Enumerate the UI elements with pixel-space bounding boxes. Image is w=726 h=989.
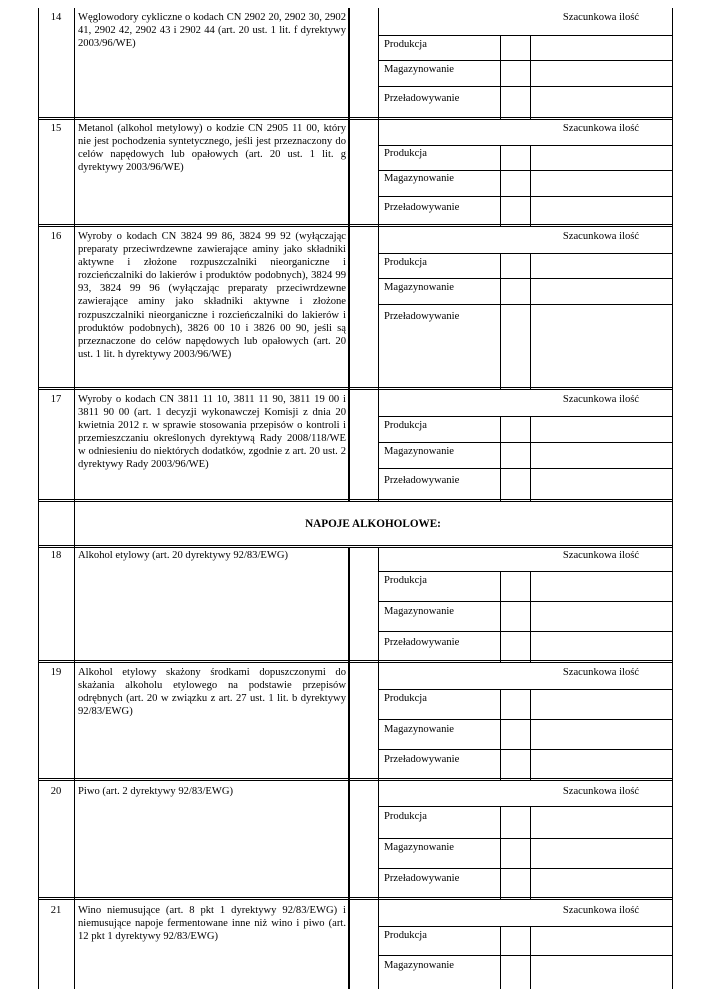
transshipment-label: Przeładowywanie	[384, 754, 460, 765]
section-header: NAPOJE ALKOHOLOWE:	[305, 518, 441, 530]
row-number: 20	[50, 786, 62, 797]
row-description: Alkohol etylowy skażony środkami dopuszczonymi do skażania alkoholu etylowego na podstawie przepisów odrębnych (art. 20 w związku z art. 27 ust. 1 lit. b dyrektywy 92/83/EWG)	[78, 667, 346, 718]
production-label: Produkcja	[384, 148, 427, 159]
transshipment-label: Przeładowywanie	[384, 311, 460, 322]
estimate-label: Szacunkowa ilość	[562, 123, 640, 134]
estimate-label: Szacunkowa ilość	[562, 786, 640, 797]
transshipment-label: Przeładowywanie	[384, 93, 460, 104]
storage-label: Magazynowanie	[384, 842, 455, 853]
production-label: Produkcja	[384, 811, 427, 822]
transshipment-label: Przeładowywanie	[384, 202, 460, 213]
storage-label: Magazynowanie	[384, 606, 455, 617]
row-number: 18	[50, 550, 62, 561]
transshipment-label: Przeładowywanie	[384, 637, 460, 648]
production-label: Produkcja	[384, 693, 427, 704]
row-number: 14	[50, 12, 62, 23]
production-label: Produkcja	[384, 575, 427, 586]
estimate-label: Szacunkowa ilość	[562, 231, 640, 242]
storage-label: Magazynowanie	[384, 64, 455, 75]
production-label: Produkcja	[384, 257, 427, 268]
row-description: Piwo (art. 2 dyrektywy 92/83/EWG)	[78, 786, 234, 797]
storage-label: Magazynowanie	[384, 282, 455, 293]
row-description: Alkohol etylowy (art. 20 dyrektywy 92/83/EWG)	[78, 550, 289, 561]
estimate-label: Szacunkowa ilość	[562, 550, 640, 561]
row-description: Węglowodory cykliczne o kodach CN 2902 20, 2902 30, 2902 41, 2902 42, 2902 43 i 2902 44 (art. 20 ust. 1 lit. f dyrektywy 2003/96/WE)	[78, 12, 346, 50]
transshipment-label: Przeładowywanie	[384, 873, 460, 884]
storage-label: Magazynowanie	[384, 960, 455, 971]
production-label: Produkcja	[384, 930, 427, 941]
row-description: Wyroby o kodach CN 3811 11 10, 3811 11 90, 3811 19 00 i 3811 90 00 (art. 1 decyzji wykonawczej Komisji z dnia 20 kwietnia 2012 r. w sprawie stosowania przepisów o kontroli i przemieszczaniu określonych dyrektywą Rady 2008/118/WE w odniesieniu do niektórych dodatków, zgodnie z art. 20 ust. 2 dyrektywy Rady 2003/96/WE)	[78, 394, 346, 471]
estimate-label: Szacunkowa ilość	[562, 12, 640, 23]
estimate-label: Szacunkowa ilość	[562, 905, 640, 916]
estimate-label: Szacunkowa ilość	[562, 394, 640, 405]
production-label: Produkcja	[384, 420, 427, 431]
production-label: Produkcja	[384, 39, 427, 50]
row-number: 21	[50, 905, 62, 916]
row-number: 19	[50, 667, 62, 678]
storage-label: Magazynowanie	[384, 446, 455, 457]
row-number: 16	[50, 231, 62, 242]
transshipment-label: Przeładowywanie	[384, 475, 460, 486]
row-description: Metanol (alkohol metylowy) o kodzie CN 2905 11 00, który nie jest pochodzenia syntetycznego, jeśli jest przeznaczony do celów napędowych lub opałowych (art. 20 ust. 1 lit. g dyrektywy 2003/96/WE)	[78, 123, 346, 174]
storage-label: Magazynowanie	[384, 173, 455, 184]
row-description: Wyroby o kodach CN 3824 99 86, 3824 99 92 (wyłączając preparaty przeciwrdzewne zawierające aminy jako składniki aktywne i złożone rozpuszczalniki nieorganiczne i rozcieńczalniki do lakierów i produktów podobnych), 3824 99 93, 3824 99 96 (wyłączając preparaty przeciwrdzewne zawierające aminy jako składniki aktywne i złożone rozpuszczalniki nieorganiczne i rozcieńczalniki do lakierów i produktów podobnych), 3826 00 10 i 3826 00 90, jeśli są przeznaczone do celów napędowych lub opałowych (art. 20 ust. 1 lit. h dyrektywy 2003/96/WE)	[78, 231, 346, 360]
row-number: 15	[50, 123, 62, 134]
storage-label: Magazynowanie	[384, 724, 455, 735]
estimate-label: Szacunkowa ilość	[562, 667, 640, 678]
row-description: Wino niemusujące (art. 8 pkt 1 dyrektywy 92/83/EWG) i niemusujące napoje fermentowane inne niż wino i piwo (art. 12 pkt 1 dyrektywy 92/83/EWG)	[78, 905, 346, 943]
row-number: 17	[50, 394, 62, 405]
